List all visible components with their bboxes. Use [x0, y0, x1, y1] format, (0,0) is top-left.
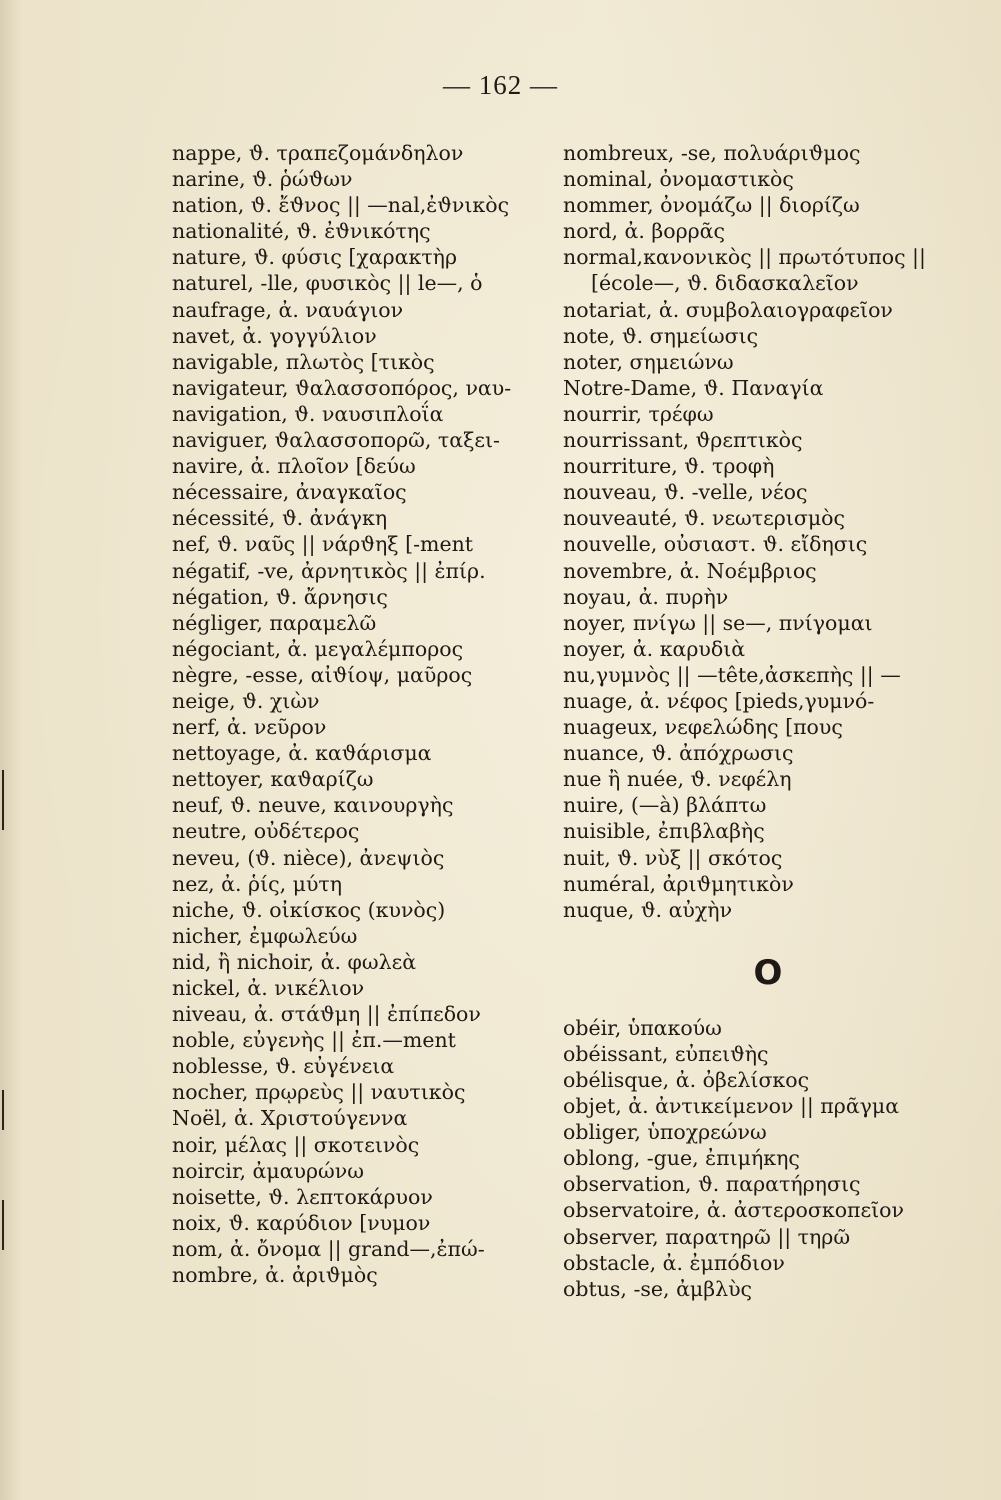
- dictionary-entry: nuire, (—à) βλάπτω: [563, 793, 767, 818]
- dictionary-entry: nappe, ϑ. τραπεζομάνδηλον: [172, 141, 464, 165]
- dictionary-entry: nationalité, ϑ. ἐϑνικότης: [172, 219, 431, 244]
- dictionary-entry: noyer, ἀ. καρυδιὰ: [563, 636, 746, 661]
- dictionary-entry: nettoyage, ἀ. καϑάρισμα: [172, 741, 432, 766]
- dictionary-entry: nourrissant, ϑρεπτικὸς: [563, 428, 803, 453]
- dictionary-entry: noble, εὐγενὴς || ἐπ.—ment: [172, 1028, 456, 1053]
- dictionary-entry: nuque, ϑ. αὐχὴν: [563, 897, 733, 922]
- dictionary-entry: nu,γυμνὸς || —tête,ἀσκεπὴς || —: [563, 662, 901, 687]
- dictionary-entry: numéral, ἀριϑμητικὸν: [563, 871, 794, 896]
- dictionary-entry: noyau, ἀ. πυρὴν: [563, 584, 729, 609]
- dictionary-entry: nuageux, νεφελώδης [πους: [563, 715, 843, 740]
- dictionary-entry: nécessité, ϑ. ἀνάγκη: [172, 506, 388, 531]
- dictionary-entry: nombreux, -se, πολυάριϑμος: [563, 141, 861, 165]
- dictionary-entry: noyer, πνίγω || se—, πνίγομαι: [563, 610, 873, 635]
- dictionary-entry: obéissant, εὐπειϑὴς: [563, 1041, 769, 1066]
- dictionary-entry: nue ἢ nuée, ϑ. νεφέλη: [563, 767, 792, 792]
- dictionary-entry: négation, ϑ. ἄρνησις: [172, 584, 388, 609]
- dictionary-entry: naviguer, ϑαλασσοπορῶ, ταξει-: [172, 428, 500, 453]
- dictionary-entry: nuage, ἀ. νέφος [pieds,γυμνό-: [563, 688, 875, 713]
- dictionary-entry: nouveau, ϑ. -velle, νέος: [563, 480, 808, 505]
- dictionary-entry: observation, ϑ. παρατήρησις: [563, 1172, 861, 1197]
- dictionary-entry: nommer, ὀνομάζω || διορίζω: [563, 193, 860, 218]
- dictionary-entry: obélisque, ἀ. ὀβελίσκος: [563, 1068, 810, 1092]
- dictionary-entry: nature, ϑ. φύσις [χαρακτὴρ: [172, 245, 458, 270]
- dictionary-entry: neige, ϑ. χιὼν: [172, 688, 320, 713]
- dictionary-entry: observatoire, ἀ. ἀστεροσκοπεῖον: [563, 1198, 904, 1223]
- dictionary-entry: nettoyer, καϑαρίζω: [172, 767, 374, 792]
- dictionary-entry: nicher, ἐμφωλεύω: [172, 923, 358, 948]
- dictionary-entry: neveu, (ϑ. nièce), ἀνεψιὸς: [172, 845, 445, 870]
- dictionary-entry: nuance, ϑ. ἀπόχρωσις: [563, 741, 794, 766]
- entries-n: [563, 140, 963, 923]
- dictionary-entry: neuf, ϑ. neuve, καινουργὴς: [172, 793, 454, 818]
- dictionary-entry: navet, ἀ. γογγύλιον: [172, 323, 377, 348]
- dictionary-entry: obtus, -se, ἀμβλὺς: [563, 1276, 753, 1301]
- dictionary-entry: novembre, ἀ. Νοέμβριος: [563, 558, 817, 583]
- dictionary-entry: Noël, ἀ. Χριστούγεννα: [172, 1106, 408, 1131]
- dictionary-entry: navigable, πλωτὸς [τικὸς: [172, 349, 435, 374]
- dictionary-entry: observer, παρατηρῶ || τηρῶ: [563, 1224, 851, 1249]
- dictionary-entry: objet, ἀ. ἀντικείμενον || πρᾶγμα: [563, 1094, 900, 1119]
- dictionary-entry: noisette, ϑ. λεπτοκάρυον: [172, 1184, 433, 1209]
- dictionary-entry: nourriture, ϑ. τροφὴ: [563, 454, 775, 479]
- dictionary-entry: nez, ἀ. ῥίς, μύτη: [172, 871, 343, 896]
- dictionary-entry: obstacle, ἀ. ἐμπόδιον: [563, 1250, 785, 1275]
- binding-mark: [2, 770, 4, 830]
- dictionary-entry: narine, ϑ. ῥώϑων: [172, 167, 353, 192]
- dictionary-entry: nègre, -esse, αἰϑίοψ, μαῦρος: [172, 662, 473, 687]
- dictionary-entry: niveau, ἀ. στάϑμη || ἐπίπεδον: [172, 1002, 481, 1027]
- dictionary-entry: nation, ϑ. ἔϑνος || —nal,ἐϑνικὸς: [172, 193, 510, 218]
- dictionary-entry: nef, ϑ. ναῦς || νάρϑηξ [-ment: [172, 532, 474, 557]
- dictionary-entry: naufrage, ἀ. ναυάγιον: [172, 297, 404, 322]
- dictionary-entry: noircir, ἀμαυρώνω: [172, 1158, 364, 1183]
- dictionary-entry: nominal, ὀνομαστικὸς: [563, 167, 794, 192]
- binding-mark: [2, 1090, 4, 1130]
- dictionary-entry: nerf, ἀ. νεῦρον: [172, 715, 327, 740]
- dictionary-entry: noter, σημειώνω: [563, 349, 734, 374]
- page-number: — 162 —: [443, 70, 558, 100]
- dictionary-entry: navire, ἀ. πλοῖον [δεύω: [172, 454, 416, 479]
- dictionary-entry: noir, μέλας || σκοτεινὸς: [172, 1132, 420, 1157]
- dictionary-entry: obéir, ὑπακούω: [563, 1015, 722, 1040]
- dictionary-entry: niche, ϑ. οἰκίσκος (κυνὸς): [172, 897, 446, 922]
- dictionary-entry: noix, ϑ. καρύδιον [νυμον: [172, 1210, 431, 1235]
- dictionary-entry: oblong, -gue, ἐπιμήκης: [563, 1146, 800, 1171]
- dictionary-entry: navigateur, ϑαλασσοπόρος, ναυ-: [172, 375, 512, 400]
- dictionary-entry: négociant, ἀ. μεγαλέμπορος: [172, 636, 464, 661]
- dictionary-entry: nocher, πρῳρεὺς || ναυτικὸς: [172, 1080, 466, 1105]
- dictionary-entry: naturel, -lle, φυσικὸς || le—, ὁ: [172, 271, 483, 296]
- right-column: [563, 140, 963, 1302]
- dictionary-entry: navigation, ϑ. ναυσιπλοΐα: [172, 401, 444, 426]
- entries-o: [563, 1015, 963, 1302]
- dictionary-entry: nécessaire, ἀναγκαῖος: [172, 480, 407, 505]
- binding-mark: [2, 1200, 4, 1250]
- dictionary-entry: négliger, παραμελῶ: [172, 610, 377, 635]
- dictionary-entry: noblesse, ϑ. εὐγένεια: [172, 1054, 395, 1079]
- dictionary-entry: neutre, οὐδέτερος: [172, 819, 360, 844]
- dictionary-entry: obliger, ὑποχρεώνω: [563, 1120, 767, 1145]
- dictionary-entry: nom, ἀ. ὄνομα || grand—,ἐπώ-: [172, 1236, 485, 1261]
- dictionary-entry: négatif, -ve, ἀρνητικὸς || ἐπίρ.: [172, 558, 486, 583]
- dictionary-entry: nickel, ἀ. νικέλιον: [172, 976, 365, 1000]
- dictionary-entry: nid, ἢ nichoir, ἀ. φωλεὰ: [172, 949, 417, 974]
- section-heading: O: [753, 952, 783, 993]
- dictionary-entry: notariat, ἀ. συμβολαιογραφεῖον: [563, 297, 893, 322]
- dictionary-entry: nuisible, ἐπιβλαβὴς: [563, 819, 765, 844]
- dictionary-entry: nouvelle, οὐσιαστ. ϑ. εἴδησις: [563, 532, 868, 557]
- dictionary-entry: normal,κανονικὸς || πρωτότυπος ||: [563, 245, 926, 270]
- dictionary-entry: nombre, ἀ. ἀριϑμὸς: [172, 1263, 378, 1288]
- dictionary-entry: nuit, ϑ. νὺξ || σκότος: [563, 845, 783, 870]
- dictionary-entry: nord, ἀ. βορρᾶς: [563, 219, 725, 244]
- dictionary-entry: nourrir, τρέφω: [563, 401, 714, 426]
- dictionary-entry: Notre-Dame, ϑ. Παναγία: [563, 375, 824, 400]
- dictionary-entry: nouveauté, ϑ. νεωτερισμὸς: [563, 506, 845, 531]
- dictionary-entry: [école—, ϑ. διδασκαλεῖον: [591, 271, 859, 296]
- dictionary-entry: note, ϑ. σημείωσις: [563, 323, 759, 348]
- left-column: [172, 140, 552, 1288]
